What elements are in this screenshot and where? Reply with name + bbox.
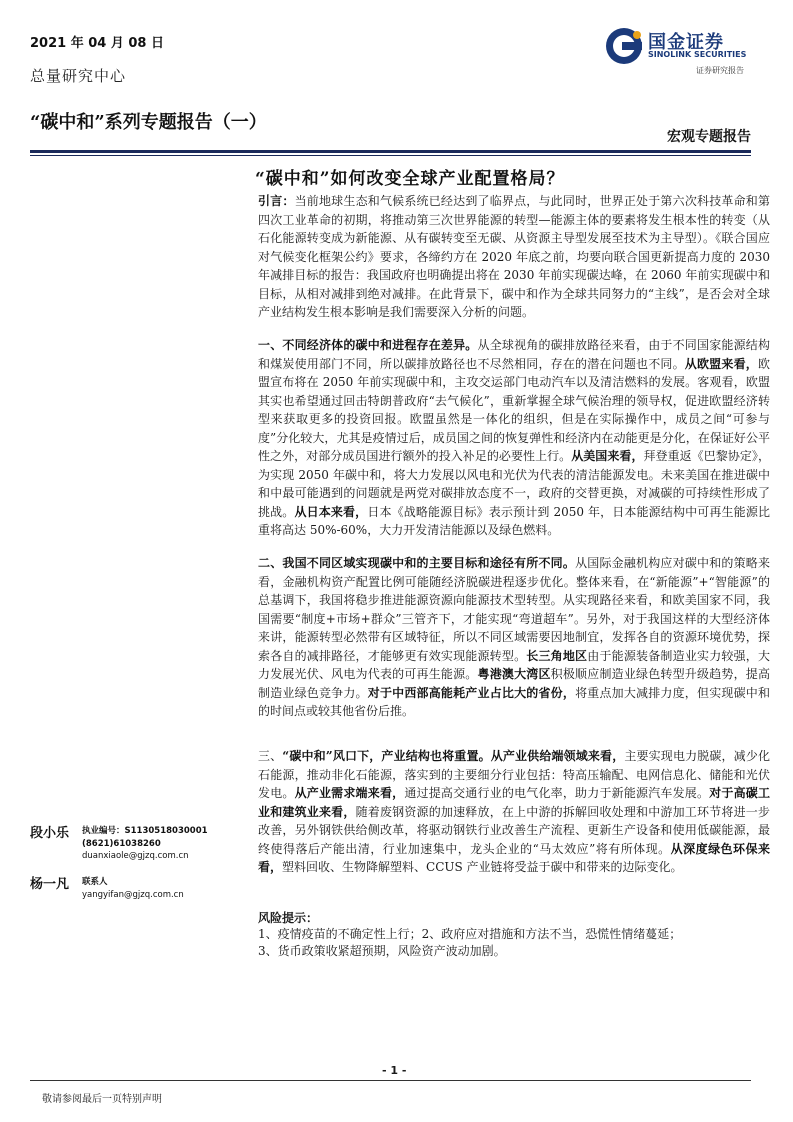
section-2-central-label: 对于中西部高能耗产业占比大的省份， (367, 685, 576, 700)
section-3-demand-label: 从产业需求端来看， (294, 786, 405, 800)
section-1-paragraph (258, 336, 770, 540)
header-divider (30, 150, 751, 156)
author-id-label: 执业编号： (82, 826, 125, 836)
page-number: - 1 - (382, 1064, 407, 1077)
section-2-text-gba: 积极顺应制造业绿色转型升级趋势，提高制造业绿色竞争力。 (258, 667, 770, 700)
risk-section (258, 909, 770, 960)
footer-disclaimer: 敬请参阅最后一页特别声明 (42, 1094, 162, 1105)
intro-label: 引言： (258, 194, 295, 208)
section-2 (258, 554, 770, 721)
section-3-text-supply: 主要实现电力脱碳，减少化石能源，推动非化石能源，落实到的主要细分行业包括：特高压输配、电网信息化、储能和光伏发电。 (258, 749, 770, 800)
section-1-text-eu: 欧盟宣布将在 2050 年前实现碳中和，主攻交运部门电动汽车以及清洁燃料的发展。客观看，欧盟其实也希望通过回击特朗普政府“去气候化”，重新掌握全球气候治理的领导权，促进欧盟经济转型来获取更多的投资回报。欧盟虽然是一体化的组织，但是在实际操作中，成员之间“可参与度”分化较大，尤其是疫情过后，成员国之间的恢复弹性和经济内在动能更是分化，在保证好公平性之外，对部分成员国进行额外的投入补足的必要性上行。 (258, 356, 770, 463)
report-title: “碳中和”如何改变全球产业配置格局？ (255, 169, 565, 189)
contact-info (82, 876, 184, 901)
section-3-heading: “碳中和”风口下，产业结构也将重置。从产业供给端领域来看， (282, 749, 625, 763)
author-phone: (8621)61038260 (82, 838, 161, 849)
section-3-text-industry: 随着废钢资源的加速释放，在上中游的拆解回收处理和中游加工环节将进一步改善，另外钢铁供给侧改革，将驱动钢铁行业改善生产流程、更新生产设备和使用低碳能源，最终使得落后产能出清，行业加速集中，龙头企业的“马太效应”将有所体现。 (258, 804, 770, 856)
logo-name-cn: 国金证券 (648, 32, 724, 53)
report-date: 2021 年 04 月 08 日 (30, 36, 164, 51)
section-2-yrd-label: 长三角地区 (526, 648, 588, 663)
logo-subtitle: 证券研究报告 (696, 66, 744, 75)
intro-section (258, 192, 770, 322)
report-type: 宏观专题报告 (667, 129, 751, 145)
section-2-gba-label: 粤港澳大湾区 (477, 667, 551, 681)
section-1-us-label: 从美国来看， (571, 449, 644, 463)
section-3 (258, 747, 770, 877)
section-1-eu-label: 从欧盟来看， (684, 356, 758, 371)
intro-text: 当前地球生态和气候系统已经达到了临界点，与此同时，世界正处于第六次科技革命和第四次工业革命的初期，将推动第三次世界能源的转型—能源主体的要素将发生根本性的转变（从石化能源转变成为新能源、从有碳转变至无碳、从资源主导型发展至技术为主导型）。《联合国应对气候变化框架公约》要求，各缔约方在 2020 年底之前，均要向联合国更新提高力度的 2030 年减排目标的报告：我国政府也明确提出将在 2030 年前实现碳达峰，在 2060 年前实现碳中和目标，从相对减排到绝对减排。在此背景下，碳中和作为全球共同努力的“主线”，是否会对全球产业结构发生根本影响是我们需要深入分析的问题。 (258, 194, 770, 319)
section-3-industry-label: 对于高碳工业和建筑业来看， (258, 786, 770, 819)
contact-email[interactable]: yangyifan@gjzq.com.cn (82, 889, 184, 900)
section-1-text-jp: 日本《战略能源目标》表示预计到 2050 年，日本能源结构中可再生能源比重将高达 50%-60%，大力开发清洁能源以及绿色燃料。 (258, 504, 770, 537)
section-1-jp-label: 从日本来看， (294, 504, 368, 519)
section-2-text-a: 从国际金融机构应对碳中和的策略来看，金融机构资产配置比例可能随经济脱碳进程逐步优化。整体来看，在“新能源”+“智能源”的总基调下，我国将稳步推进能源资源向能源技术型转型。从实现路径来看，和欧美国家不同，我国需要“制度+市场+群众”三管齐下，才能实现“弯道超车”。另外，对于我国这样的大型经济体来讲，能源转型必然带有区域特征，所以不同区域需要因地制宜，发挥各自的资源环境优势，探索各自的减排路径，才能够更有效实现能源转型。 (258, 556, 770, 663)
section-1-text-us: 拜登重返《巴黎协定》，为实现 2050 年碳中和，将大力发展以风电和光伏为代表的清洁能源发电。未来美国在推进碳中和中最可能遇到的问题就是两党对碳排放态度不一，政府的交替更换，对减碳的可持续性形成了挑战。 (258, 449, 770, 519)
author-name: 段小乐 (30, 826, 70, 841)
section-1-heading: 一、不同经济体的碳中和进程存在差异。 (258, 338, 478, 352)
section-3-text-green: 塑料回收、生物降解塑料、CCUS 产业链将受益于碳中和带来的边际变化。 (282, 860, 683, 874)
intro-paragraph (258, 192, 770, 322)
logo-name-en: SINOLINK SECURITIES (648, 50, 747, 59)
department-name: 总量研究中心 (30, 67, 127, 85)
section-2-text-central: 将重点加大减排力度，但实现碳中和的时间点或较其他省份后推。 (258, 685, 770, 718)
author-email[interactable]: duanxiaole@gjzq.com.cn (82, 851, 189, 861)
risk-line-2: 3、货币政策收紧超预期，风险资产波动加剧。 (258, 944, 506, 958)
section-3-green-label: 从深度绿色环保来看， (258, 841, 770, 874)
author-block (30, 822, 230, 872)
section-3-number: 三、 (258, 749, 283, 763)
risk-line-1: 1、疫情疫苗的不确定性上行；2、政府应对措施和方法不当，恐慌性情绪蔓延； (258, 927, 682, 941)
section-2-heading: 二、我国不同区域实现碳中和的主要目标和途径有所不同。 (258, 556, 576, 570)
company-logo (604, 26, 764, 76)
series-title: “碳中和”系列专题报告（一） (30, 112, 267, 133)
section-2-paragraph (258, 554, 770, 721)
section-3-paragraph (258, 747, 770, 877)
section-2-text-yrd: 由于能源装备制造业实力较强，大力发展光伏、风电为代表的可再生能源。 (258, 648, 770, 681)
author-id-value: S1130518030001 (124, 826, 208, 836)
footer-divider (30, 1080, 751, 1081)
section-1-text-a: 从全球视角的碳排放路径来看，由于不同国家能源结构和煤炭使用部门不同，所以碳排放路径也不尽然相同，存在的潜在问题也不同。 (258, 338, 770, 371)
section-3-text-demand: 通过提高交通行业的电气化率，助力于新能源汽车发展。 (404, 786, 710, 800)
risk-title: 风险提示： (258, 911, 319, 925)
section-1 (258, 336, 770, 540)
sinolink-logo-icon (604, 26, 644, 66)
contact-name: 杨一凡 (30, 877, 70, 892)
contact-block (30, 873, 230, 913)
author-contact (82, 825, 208, 863)
contact-label: 联系人 (82, 877, 108, 887)
